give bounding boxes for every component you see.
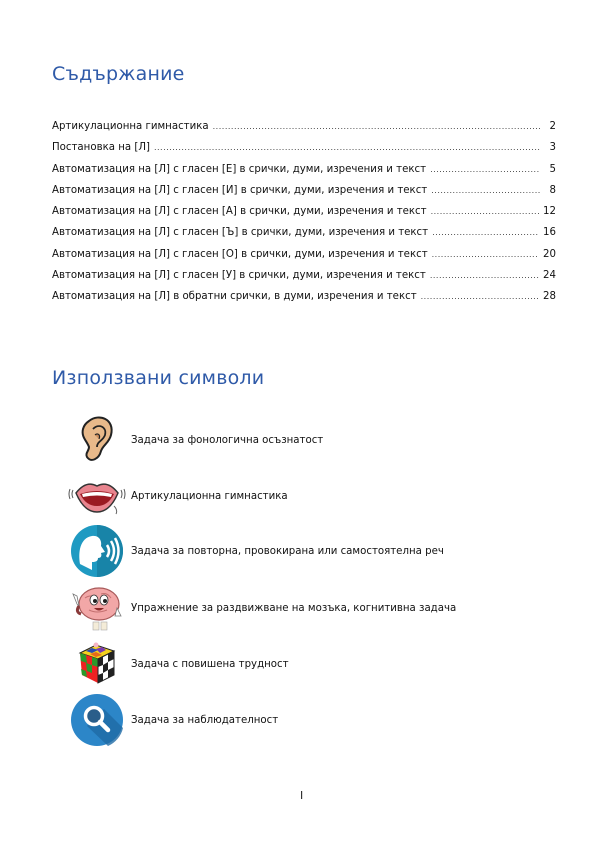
toc-leader-dots	[430, 165, 540, 174]
toc-entry[interactable]	[52, 121, 556, 142]
toc-entry-title: Автоматизация на [Л] с гласен [Е] в срички, думи, изречения и текст	[52, 163, 427, 175]
toc-entry-page: 28	[543, 291, 556, 303]
toc-entry-page: 3	[549, 142, 556, 154]
table-of-contents	[52, 121, 556, 313]
toc-entry[interactable]	[52, 249, 556, 270]
toc-entry-page: 12	[543, 206, 556, 218]
lips-icon	[68, 470, 126, 522]
toc-entry-page: 2	[549, 121, 556, 132]
toc-leader-dots	[432, 228, 539, 237]
symbol-label: Задача за повторна, провокирана или самостоятелна реч	[131, 545, 444, 557]
symbol-row	[68, 470, 548, 522]
symbol-label: Задача с повишена трудност	[131, 658, 289, 670]
toc-entry-title: Артикулационна гимнастика	[52, 121, 209, 132]
toc-entry-title: Автоматизация на [Л] с гласен [Ъ] в срички, думи, изречения и текст	[52, 227, 429, 239]
toc-entry-title: Автоматизация на [Л] с гласен [О] в срички, думи, изречения и текст	[52, 248, 428, 260]
symbol-row	[68, 638, 548, 690]
toc-entry-title: Автоматизация на [Л] в обратни срички, в думи, изречения и текст	[52, 291, 417, 303]
toc-leader-dots	[432, 250, 539, 259]
toc-leader-dots	[154, 143, 540, 152]
toc-heading: Съдържание	[52, 63, 185, 85]
toc-leader-dots	[430, 271, 539, 280]
magnifier-icon	[68, 694, 126, 746]
toc-entry[interactable]	[52, 142, 556, 163]
toc-entry-page: 24	[543, 270, 556, 282]
symbol-row	[68, 525, 548, 577]
symbol-row	[68, 414, 548, 466]
symbol-label: Упражнение за раздвижване на мозъка, когнитивна задача	[131, 602, 457, 614]
toc-entry-title: Автоматизация на [Л] с гласен [У] в срички, думи, изречения и текст	[52, 270, 426, 282]
toc-leader-dots	[431, 186, 540, 195]
toc-entry[interactable]	[52, 270, 556, 291]
toc-entry-page: 20	[543, 248, 556, 260]
toc-entry[interactable]	[52, 227, 556, 248]
toc-leader-dots	[213, 122, 540, 131]
symbol-label: Артикулационна гимнастика	[131, 490, 288, 502]
page-number: I	[300, 789, 304, 802]
speaking-head-icon	[68, 525, 126, 577]
symbol-label: Задача за фонологична осъзнатост	[131, 434, 324, 446]
toc-entry-page: 8	[549, 184, 556, 196]
toc-entry-title: Постановка на [Л]	[52, 142, 150, 154]
toc-entry-page: 5	[549, 163, 556, 175]
toc-entry[interactable]	[52, 206, 556, 227]
toc-entry-page: 16	[543, 227, 556, 239]
toc-entry[interactable]	[52, 291, 556, 312]
toc-leader-dots	[421, 292, 539, 301]
toc-entry[interactable]	[52, 185, 556, 206]
ear-icon	[68, 414, 126, 466]
toc-entry-title: Автоматизация на [Л] с гласен [И] в срички, думи, изречения и текст	[52, 184, 428, 196]
rubiks-cube-icon	[68, 638, 126, 690]
toc-leader-dots	[431, 207, 539, 216]
symbol-label: Задача за наблюдателност	[131, 714, 279, 726]
toc-entry-title: Автоматизация на [Л] с гласен [А] в срички, думи, изречения и текст	[52, 206, 427, 218]
symbol-row	[68, 694, 548, 746]
toc-entry[interactable]	[52, 164, 556, 185]
brain-character-icon	[68, 582, 126, 634]
symbols-heading: Използвани символи	[52, 367, 265, 389]
symbol-row	[68, 582, 548, 634]
